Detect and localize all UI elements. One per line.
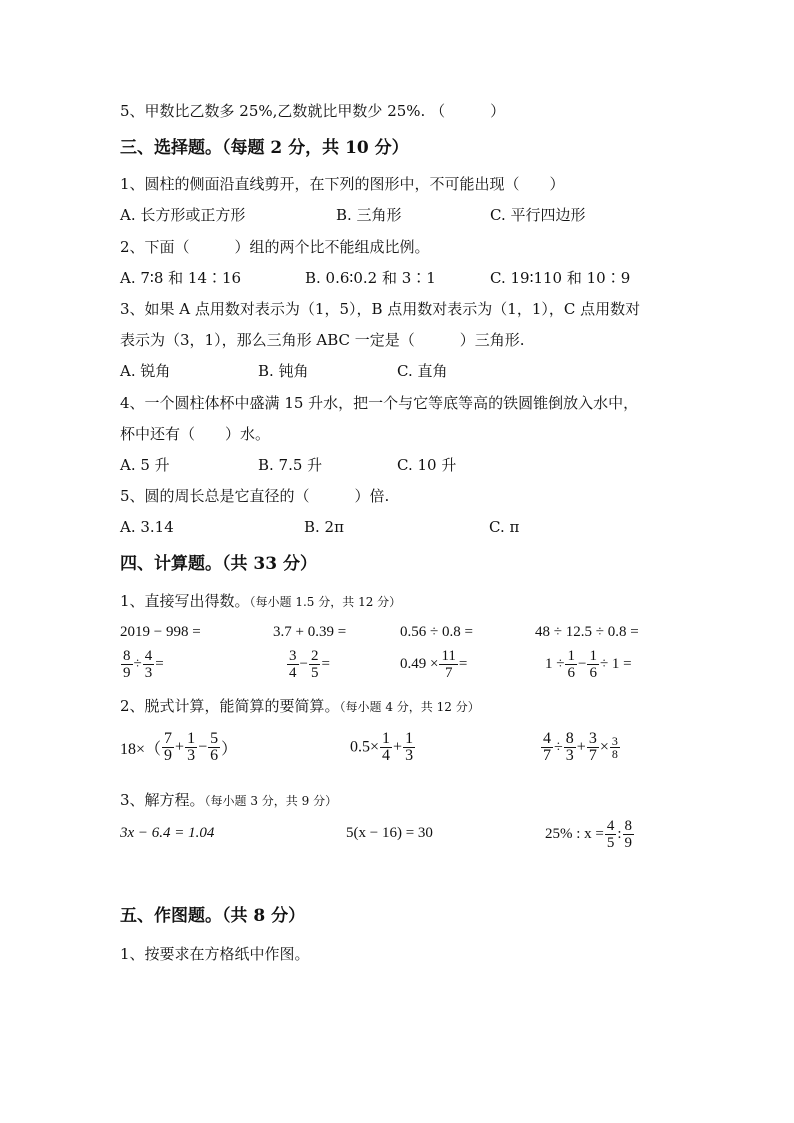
fraction: $\frac{4}{5}$ (606, 818, 615, 851)
fraction: $\frac{8}{9}$ (123, 648, 131, 681)
s4-part-1-note: （每小题 1.5 分，共 12 分） (249, 595, 402, 609)
calc-item: 2019 − 998 = (120, 624, 201, 640)
s3-question-3-line-2: 表示为（3，1），那么三角形 ABC 一定是（ ）三角形. (120, 331, 525, 349)
fraction: $\frac{3}{4}$ (289, 648, 297, 681)
fraction: $\frac{4}{3}$ (144, 648, 153, 681)
s3-question-4-line-2: 杯中还有（ ）水。 (120, 425, 271, 443)
calc-item: 0.56 ÷ 0.8 = (400, 624, 473, 640)
fraction: $\frac{3}{7}$ (588, 730, 597, 764)
s4-part-3-note: （每小题 3 分，共 9 分） (204, 794, 338, 808)
equation-item: 25% : x = $\frac{4}{5}$ : $\frac{8}{9}$ (545, 818, 633, 851)
calc-item: 3.7 + 0.39 = (273, 624, 347, 640)
s3-q4-option-c: C. 10 升 (397, 456, 457, 474)
expression-item: $\frac{4}{7}$ ÷ $\frac{8}{3}$ + $\frac{3}{7}$ × $\frac{3}{8}$ (543, 730, 618, 764)
s4-part-3-title (120, 789, 337, 812)
s3-q1-option-a: A. 长方形或正方形 (120, 206, 246, 224)
fraction: $\frac{1}{6}$ (589, 648, 597, 681)
calc-item: 48 ÷ 12.5 ÷ 0.8 = (535, 624, 639, 640)
s3-q4-option-b: B. 7.5 升 (258, 456, 323, 474)
equation-item: 3x − 6.4 = 1.04 (120, 825, 215, 841)
s3-question-5: 5、圆的周长总是它直径的（ ）倍. (120, 487, 390, 505)
fraction: $\frac{1}{3}$ (187, 730, 196, 764)
section-5-heading: 五、作图题。（共 8 分） (120, 906, 306, 926)
s3-question-3-line-1: 3、如果 A 点用数对表示为（1，5），B 点用数对表示为（1，1），C 点用数对 (120, 300, 641, 318)
s5-question-1: 1、按要求在方格纸中作图。 (120, 945, 310, 963)
fraction: $\frac{1}{4}$ (382, 730, 391, 764)
fraction: $\frac{2}{5}$ (310, 648, 319, 681)
s4-part-1-title-text: 1、直接写出得数。 (120, 592, 250, 610)
section-3-heading: 三、选择题。（每题 2 分，共 10 分） (120, 138, 409, 158)
s3-q3-option-a: A. 锐角 (120, 362, 171, 380)
section-4-heading: 四、计算题。（共 33 分） (120, 554, 317, 574)
s3-q3-option-b: B. 钝角 (258, 362, 309, 380)
calc-fraction-item: $\frac{8}{9}$ ÷ $\frac{4}{3}$ = (123, 648, 164, 681)
expression-item: 18×（ $\frac{7}{9}$ + $\frac{1}{3}$ − $\frac{5}{6}$ ） (120, 730, 238, 764)
s3-q2-option-a: A. 7∶8 和 14∶16 (120, 269, 242, 287)
fraction: $\frac{1}{3}$ (405, 730, 414, 764)
fraction: $\frac{4}{7}$ (543, 730, 551, 764)
s3-question-1: 1、圆柱的侧面沿直线剪开，在下列的图形中，不可能出现（ ） (120, 175, 565, 193)
s3-q5-option-b: B. 2π (304, 518, 344, 536)
s3-q4-option-a: A. 5 升 (120, 456, 170, 474)
s4-part-3-title-text: 3、解方程。 (120, 791, 205, 809)
s3-q2-option-c: C. 19∶110 和 10∶9 (490, 269, 631, 287)
calc-fraction-item: 0.49 × $\frac{11}{7}$ = (400, 648, 468, 681)
s3-q2-option-b: B. 0.6∶0.2 和 3∶1 (305, 269, 436, 287)
s4-part-2-title-text: 2、脱式计算，能简算的要简算。 (120, 697, 340, 715)
fraction: $\frac{8}{3}$ (565, 730, 574, 764)
fraction: $\frac{3}{8}$ (611, 734, 618, 761)
s4-part-1-title (120, 590, 401, 613)
s3-q5-option-c: C. π (489, 518, 520, 536)
expression-item: 0.5× $\frac{1}{4}$ + $\frac{1}{3}$ (350, 730, 414, 764)
s3-question-2: 2、下面（ ）组的两个比不能组成比例。 (120, 238, 430, 256)
s4-part-2-title (120, 695, 480, 718)
question-5-true-false: 5、甲数比乙数多 25%,乙数就比甲数少 25%. （ ） (120, 102, 506, 120)
calc-fraction-item: $\frac{3}{4}$ − $\frac{2}{5}$ = (289, 648, 330, 681)
s3-q5-option-a: A. 3.14 (120, 518, 174, 536)
calc-fraction-item: 1 ÷ $\frac{1}{6}$ − $\frac{1}{6}$ ÷ 1 = (545, 648, 632, 681)
s3-q1-option-c: C. 平行四边形 (490, 206, 586, 224)
fraction: $\frac{8}{9}$ (624, 818, 633, 851)
fraction: $\frac{5}{6}$ (210, 730, 219, 764)
fraction: $\frac{1}{6}$ (567, 648, 575, 681)
fraction: $\frac{7}{9}$ (164, 730, 173, 764)
s4-part-2-note: （每小题 4 分，共 12 分） (339, 700, 480, 714)
equation-item: 5(x − 16) = 30 (346, 825, 433, 841)
s3-q1-option-b: B. 三角形 (336, 206, 402, 224)
s3-q3-option-c: C. 直角 (397, 362, 448, 380)
s3-question-4-line-1: 4、一个圆柱体杯中盛满 15 升水，把一个与它等底等高的铁圆锥倒放入水中， (120, 394, 639, 412)
fraction: $\frac{11}{7}$ (441, 648, 456, 681)
